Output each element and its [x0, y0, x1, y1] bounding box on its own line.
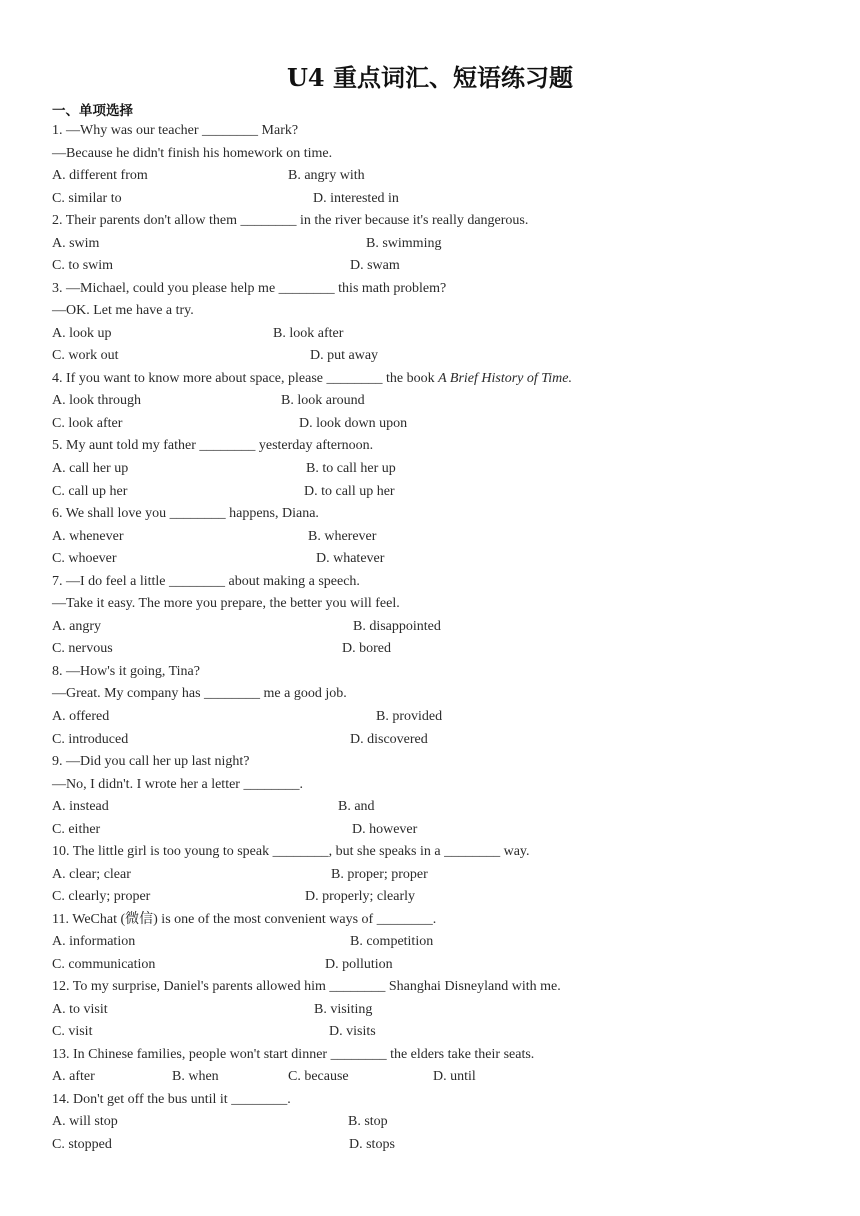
question-13-option-a: A. after — [52, 1069, 95, 1084]
question-3-reply: —OK. Let me have a try. — [52, 303, 194, 318]
question-9-option-a: A. instead — [52, 799, 109, 814]
question-2-option-d: D. swam — [350, 258, 400, 273]
question-2-option-c: C. to swim — [52, 258, 114, 273]
question-8-option-a: A. offered — [52, 709, 110, 724]
question-14-option-d: D. stops — [349, 1137, 395, 1152]
question-12-option-c: C. visit — [52, 1024, 93, 1039]
question-4-option-d: D. look down upon — [299, 416, 408, 431]
question-14-stem: 14. Don't get off the bus until it ________. — [52, 1092, 291, 1107]
question-11-option-b: B. competition — [350, 934, 434, 949]
question-7-reply: —Take it easy. The more you prepare, the better you will feel. — [52, 596, 400, 611]
question-6-option-c: C. whoever — [52, 551, 117, 566]
question-11-option-d: D. pollution — [325, 957, 393, 972]
question-9-reply: —No, I didn't. I wrote her a letter ________. — [52, 777, 303, 792]
question-7-stem: 7. —I do feel a little ________ about making a speech. — [52, 574, 360, 589]
question-13-option-c: C. because — [288, 1069, 349, 1084]
question-13-option-d: D. until — [433, 1069, 476, 1084]
question-7-option-a: A. angry — [52, 619, 101, 634]
question-13-option-b: B. when — [172, 1069, 219, 1084]
question-12-option-d: D. visits — [329, 1024, 376, 1039]
question-9-option-c: C. either — [52, 822, 101, 837]
question-3-stem: 3. —Michael, could you please help me ________ this math problem? — [52, 281, 447, 296]
question-6-option-a: A. whenever — [52, 529, 124, 544]
question-8-reply: —Great. My company has ________ me a good job. — [52, 686, 347, 701]
question-4-option-c: C. look after — [52, 416, 123, 431]
question-10-option-b: B. proper; proper — [331, 867, 428, 882]
question-13-stem: 13. In Chinese families, people won't start dinner ________ the elders take their seats. — [52, 1047, 535, 1062]
question-4-stem — [52, 370, 572, 388]
question-7-option-b: B. disappointed — [353, 619, 441, 634]
question-12-option-a: A. to visit — [52, 1002, 108, 1017]
question-1-reply: —Because he didn't finish his homework on time. — [52, 146, 333, 161]
question-8-option-d: D. discovered — [350, 732, 428, 747]
question-1-stem: 1. —Why was our teacher ________ Mark? — [52, 123, 299, 138]
question-12-stem: 12. To my surprise, Daniel's parents allowed him ________ Shanghai Disneyland with me. — [52, 979, 561, 994]
question-5-stem: 5. My aunt told my father ________ yesterday afternoon. — [52, 438, 374, 453]
question-5-option-d: D. to call up her — [304, 484, 395, 499]
question-11-option-a: A. information — [52, 934, 136, 949]
question-1-option-c: C. similar to — [52, 191, 122, 206]
question-6-option-d: D. whatever — [316, 551, 385, 566]
question-6-stem: 6. We shall love you ________ happens, Diana. — [52, 506, 319, 521]
question-4-option-a: A. look through — [52, 393, 142, 408]
question-14-option-b: B. stop — [348, 1114, 388, 1129]
question-5-option-c: C. call up her — [52, 484, 128, 499]
question-7-option-d: D. bored — [342, 641, 391, 656]
page-title: U4 重点词汇、短语练习题 — [287, 63, 573, 92]
question-2-option-b: B. swimming — [366, 236, 442, 251]
question-2-option-a: A. swim — [52, 236, 100, 251]
question-4-stem-text: 4. If you want to know more about space, please ________ the book — [52, 371, 439, 386]
question-3-option-a: A. look up — [52, 326, 112, 341]
question-9-option-b: B. and — [338, 799, 375, 814]
question-7-option-c: C. nervous — [52, 641, 113, 656]
question-11-option-c: C. communication — [52, 957, 156, 972]
question-14-option-c: C. stopped — [52, 1137, 112, 1152]
question-4-book-title: A Brief History of Time. — [438, 371, 573, 386]
question-1-option-d: D. interested in — [313, 191, 399, 206]
question-3-option-c: C. work out — [52, 348, 119, 363]
question-9-stem: 9. —Did you call her up last night? — [52, 754, 250, 769]
question-1-option-a: A. different from — [52, 168, 148, 183]
question-14-option-a: A. will stop — [52, 1114, 118, 1129]
question-3-option-d: D. put away — [310, 348, 379, 363]
question-6-option-b: B. wherever — [308, 529, 377, 544]
question-10-option-a: A. clear; clear — [52, 867, 131, 882]
question-8-stem: 8. —How's it going, Tina? — [52, 664, 200, 679]
section-heading: 一、单项选择 — [52, 103, 133, 119]
question-3-option-b: B. look after — [273, 326, 344, 341]
question-8-option-b: B. provided — [376, 709, 443, 724]
question-10-option-d: D. properly; clearly — [305, 889, 416, 904]
question-5-option-a: A. call her up — [52, 461, 129, 476]
question-5-option-b: B. to call her up — [306, 461, 396, 476]
question-9-option-d: D. however — [352, 822, 418, 837]
question-2-stem: 2. Their parents don't allow them ________ in the river because it's really dangerous. — [52, 213, 529, 228]
question-11-stem: 11. WeChat (微信) is one of the most convenient ways of ________. — [52, 912, 437, 927]
question-8-option-c: C. introduced — [52, 732, 129, 747]
question-1-option-b: B. angry with — [288, 168, 365, 183]
question-12-option-b: B. visiting — [314, 1002, 373, 1017]
question-10-stem: 10. The little girl is too young to speak ________, but she speaks in a ________ way. — [52, 844, 530, 859]
question-4-option-b: B. look around — [281, 393, 365, 408]
question-10-option-c: C. clearly; proper — [52, 889, 151, 904]
